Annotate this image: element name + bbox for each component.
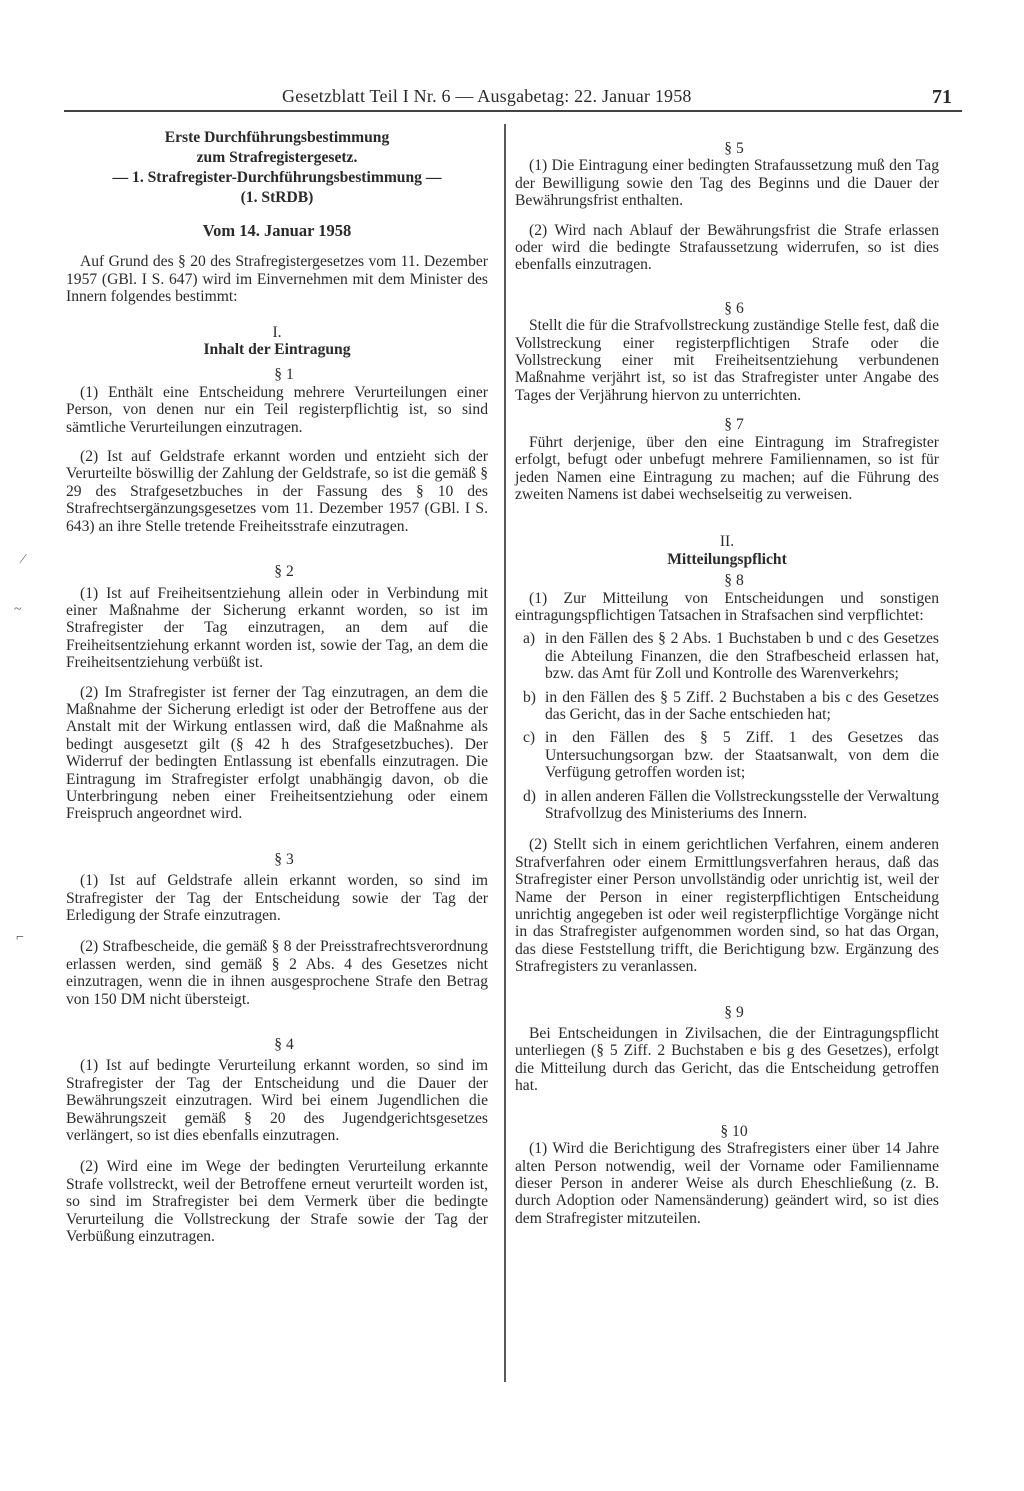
- paragraph: (1) Wird die Berichtigung des Strafregisters einer über 14 Jahre alten Person notwendig, weil der Vorname oder Familienname dieser Person in anderer Weise als durch Eheschließung (z. B. durch Adoption oder Namensänderung) geändert wird, so ist dies dem Strafregister mitzuteilen.: [515, 1140, 939, 1227]
- paragraph: (1) Zur Mitteilung von Entscheidungen und sonstigen eintragungspflichtigen Tatsachen in Strafsachen sind verpflichtet:: [515, 589, 939, 624]
- section-heading: § 8: [724, 572, 744, 590]
- part-title: Mitteilungspflicht: [667, 550, 787, 568]
- page-number: 71: [932, 86, 952, 108]
- part-title: Inhalt der Eintragung: [203, 341, 351, 359]
- list-item-text: in den Fällen des § 5 Ziff. 1 des Gesetzes das Untersuchungsorgan bzw. der Staatsanwalt, von dem die Verfügung getroffen worden ist;: [545, 729, 939, 782]
- list-marker: c): [523, 729, 536, 747]
- list-item: [515, 689, 939, 724]
- page-header: [64, 82, 962, 114]
- part-number: I.: [272, 323, 282, 341]
- section-heading: § 4: [274, 1036, 294, 1054]
- paragraph: (1) Die Eintragung einer bedingten Strafaussetzung muß den Tag der Bewilligung sowie den Tag des Beginns und die Dauer der Bewährungsfrist enthalten.: [515, 157, 939, 210]
- paragraph: Führt derjenige, über den eine Eintragung im Strafregister erfolgt, befugt oder unbefugt mehrere Familiennamen, so ist für jeden Namen eine Eintragung zu machen; auf die Führung des zweiten Namens ist dabei wechselseitig zu verweisen.: [515, 433, 939, 503]
- left-column: [66, 128, 488, 1246]
- list-item: [515, 630, 939, 682]
- paragraph: (2) Wird nach Ablauf der Bewährungsfrist die Strafe erlassen oder wird die bedingte Strafaussetzung widerrufen, so ist dies ebenfalls einzutragen.: [515, 221, 939, 274]
- section-heading: § 5: [724, 140, 744, 157]
- margin-mark: ~: [14, 602, 22, 617]
- obligation-list: [515, 630, 939, 822]
- paragraph: (2) Im Strafregister ist ferner der Tag einzutragen, an dem die Maßnahme der Sicherung erledigt ist oder der Betroffene aus der Anstalt mit der Wirkung entlassen wird, daß die Maßnahme als bedingt ausgesetzt gilt (§ 42 h des Strafgesetzbuches). Der Widerruf der bedingten Entlassung ist ebenfalls einzutragen. Die Eintragung im Strafregister erfolgt unabhängig davon, ob die Unterbringung neben einer Freiheitsentziehung oder einem Freispruch angeordnet wird.: [66, 683, 488, 823]
- document-date: Vom 14. Januar 1958: [202, 221, 352, 240]
- title-line-4: (1. StRDB): [240, 189, 314, 206]
- paragraph: (2) Stellt sich in einem gerichtlichen Verfahren, einem anderen Strafverfahren oder einem Ermittlungsverfahren heraus, daß das Strafregister einer Person unvollständig oder unrichtig ist, weil der Name der Person in einer registerpflichtigen Entscheidung unrichtig angegeben ist oder weil registerpflichtige Vorgänge nicht in das Strafregister aufgenommen worden sind, so hat das Organ, das diese Feststellung trifft, die Berichtigung bzw. Ergänzung des Strafregisters zu veranlassen.: [515, 836, 939, 976]
- list-item-text: in allen anderen Fällen die Vollstreckungsstelle der Verwaltung Strafvollzug des Ministeriums des Innern.: [545, 787, 939, 822]
- list-item: [515, 729, 939, 781]
- list-item-text: in den Fällen des § 5 Ziff. 2 Buchstaben a bis c des Gesetzes das Gericht, das in der Sache entschieden hat;: [545, 688, 939, 723]
- paragraph: (2) Strafbescheide, die gemäß § 8 der Preisstrafrechtsverordnung erlassen werden, sind gemäß § 2 Abs. 4 des Gesetzes nicht einzutragen, wenn die in ihnen ausgesprochene Strafe den Betrag von 150 DM nicht übersteigt.: [66, 938, 488, 1008]
- title-line-3: — 1. Strafregister-Durchführungsbestimmung —: [112, 169, 442, 186]
- section-heading: § 3: [274, 850, 294, 868]
- paragraph: Stellt die für die Strafvollstreckung zuständige Stelle fest, daß die Vollstreckung einer registerpflichtigen Strafe oder die Vollstreckung einer mit Freiheitsentziehung verbundenen Maßnahme verjährt ist, so ist das Strafregister unter Angabe des Tages der Verjährung hiervon zu unterrichten.: [515, 317, 939, 404]
- paragraph: (1) Ist auf bedingte Verurteilung erkannt worden, so sind im Strafregister der Tag der Entscheidung und die Dauer der Bewährungszeit einzutragen. Wird bei einem Jugendlichen die Bewährungszeit gemäß § 20 des Jugendgerichtsgesetzes verlängert, so ist dies ebenfalls einzutragen.: [66, 1057, 488, 1145]
- section-heading: § 9: [724, 1003, 744, 1021]
- list-item: [515, 788, 939, 823]
- list-marker: b): [523, 688, 536, 706]
- title-line-2: zum Strafregistergesetz.: [196, 149, 358, 166]
- column-divider: [504, 124, 506, 1382]
- margin-mark: ⌐: [16, 930, 24, 945]
- list-item-text: in den Fällen des § 2 Abs. 1 Buchstaben b und c des Gesetzes die Abteilung Finanzen, die den Strafbescheid erlassen hat, bzw. das Amt für Zoll und Kontrolle des Warenverkehrs;: [545, 630, 939, 683]
- list-marker: d): [523, 787, 536, 805]
- margin-mark: ⁄: [22, 552, 25, 567]
- paragraph: (1) Enthält eine Entscheidung mehrere Verurteilungen einer Person, von denen nur ein Teil registerpflichtig ist, so sind sämtliche Verurteilungen einzutragen.: [66, 383, 488, 436]
- running-title: Gesetzblatt Teil I Nr. 6 — Ausgabetag: 22. Januar 1958: [282, 86, 692, 106]
- paragraph: Bei Entscheidungen in Zivilsachen, die der Eintragungspflicht unterliegen (§ 5 Ziff. 2 Buchstaben e bis g des Gesetzes), erfolgt die Mitteilung durch das Gericht, das die Entscheidung getroffen hat.: [515, 1025, 939, 1095]
- header-rule: [64, 110, 962, 112]
- section-heading: § 6: [724, 299, 744, 317]
- section-heading: § 10: [720, 1122, 748, 1140]
- paragraph: (1) Ist auf Geldstrafe allein erkannt worden, so sind im Strafregister der Tag der Entscheidung sowie der Tag der Erledigung der Strafe einzutragen.: [66, 872, 488, 924]
- title-line-1: Erste Durchführungsbestimmung: [164, 129, 390, 146]
- paragraph: (2) Wird eine im Wege der bedingten Verurteilung erkannte Strafe vollstreckt, weil der Betroffene erneut verurteilt worden ist, so sind im Strafregister bei dem Vermerk über die bedingte Verurteilung die Vollstreckung der Strafe sowie der Tag der Verbüßung einzutragen.: [66, 1158, 488, 1246]
- section-heading: § 7: [724, 416, 744, 434]
- paragraph: (1) Ist auf Freiheitsentziehung allein oder in Verbindung mit einer Maßnahme der Sicherung erkannt worden, so ist im Strafregister der Tag einzutragen, an dem auf die Freiheitsentziehung erkannt worden ist, sowie der Tag, an dem die Freiheitsentziehung verbüßt ist.: [66, 584, 488, 672]
- section-heading: § 1: [274, 366, 294, 384]
- section-heading: § 2: [274, 563, 294, 581]
- preamble: Auf Grund des § 20 des Strafregistergesetzes vom 11. Dezember 1957 (GBl. I S. 647) wird im Einvernehmen mit dem Minister des Innern folgendes bestimmt:: [66, 253, 488, 306]
- paragraph: (2) Ist auf Geldstrafe erkannt worden und entzieht sich der Verurteilte böswillig der Zahlung der Geldstrafe, so ist die gemäß § 29 des Strafgesetzbuches in der Fassung des § 10 des Strafrechtsergänzungsgesetzes vom 11. Dezember 1957 (GBl. I S. 643) an ihre Stelle tretende Freiheitsstrafe einzutragen.: [66, 448, 488, 535]
- part-number: II.: [719, 533, 735, 551]
- list-marker: a): [523, 630, 536, 648]
- right-column: [515, 140, 939, 1227]
